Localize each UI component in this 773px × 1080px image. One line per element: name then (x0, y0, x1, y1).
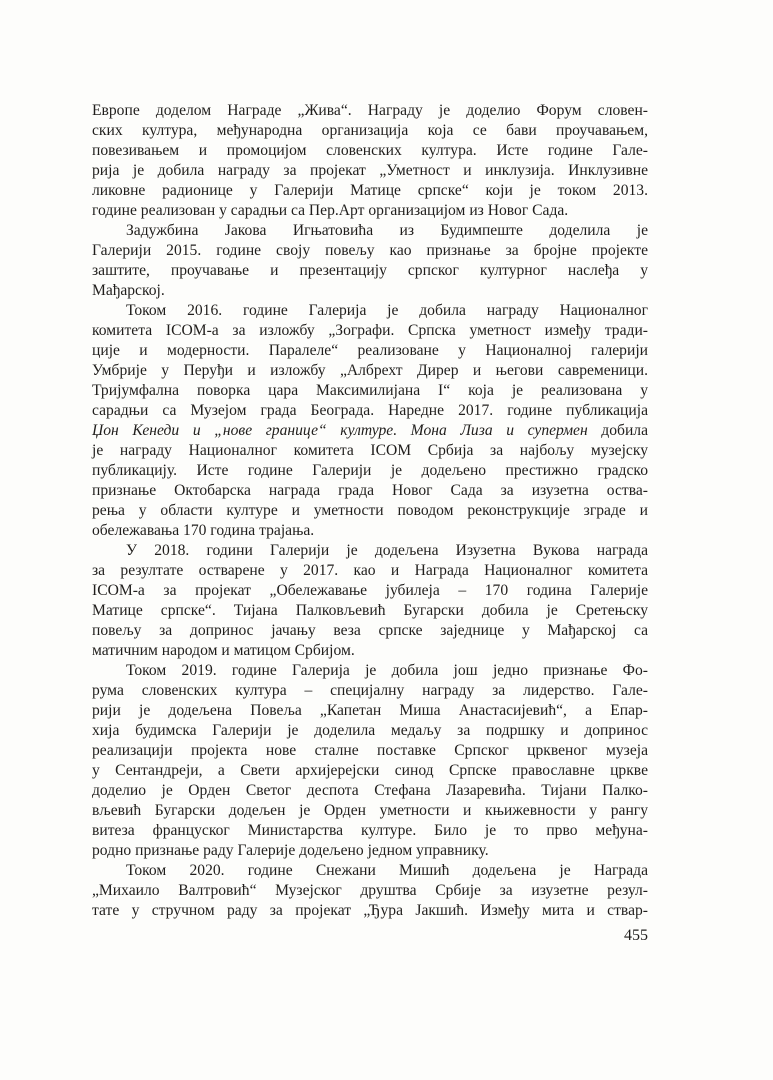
text-line (92, 141, 648, 161)
text-line (92, 481, 648, 501)
paragraph (92, 541, 648, 661)
text-line (92, 281, 648, 301)
text-run: „Михаило Валтровић“ Музејског друштва Србије за изузетне резул- (92, 882, 648, 899)
italic-text-run: Џон Кенеди и „нове границе“ културе. Мона Лиза и супермен (92, 422, 588, 439)
paragraph (92, 221, 648, 301)
text-run: Европе доделом Награде „Жива“. Награду је доделио Форум словен- (92, 102, 648, 119)
text-run: Галерији 2015. године своју повељу као признање за бројне пројекте (92, 242, 648, 259)
text-line (92, 821, 648, 841)
text-line (92, 801, 648, 821)
text-line (92, 621, 648, 641)
text-run: витеза француског Министарства културе. Било је то прво међуна- (92, 822, 648, 839)
text-line (92, 261, 648, 281)
text-line (92, 201, 648, 221)
text-line (92, 181, 648, 201)
text-line (92, 681, 648, 701)
text-run: тате у стручном раду за пројекат „Ђура Јакшић. Између мита и ствар- (92, 902, 648, 919)
text-run: родно признање раду Галерије додељено једном управнику. (92, 842, 489, 859)
text-line (92, 701, 648, 721)
text-run: хија будимска Галерији је доделила медаљу за подршку и допринос (92, 722, 648, 739)
text-line (92, 561, 648, 581)
text-run: Мађарској. (92, 282, 165, 299)
text-line (92, 541, 648, 561)
text-line (92, 241, 648, 261)
text-line (92, 581, 648, 601)
text-line (92, 341, 648, 361)
text-run: заштите, проучавање и презентацију српског културног наслеђа у (92, 262, 648, 279)
text-run: признање Октобарска награда града Новог Сада за изузетна оства- (92, 482, 648, 499)
text-line (92, 441, 648, 461)
text-line (92, 361, 648, 381)
paragraph (92, 861, 648, 921)
text-run: Током 2020. године Снежани Мишић додељена је Награда (126, 862, 648, 879)
text-line (92, 381, 648, 401)
text-line (92, 161, 648, 181)
text-run: публикацију. Исте године Галерији је додељено престижно градско (92, 462, 648, 479)
text-line (92, 861, 648, 881)
paragraph (92, 661, 648, 861)
text-run: рији је додељена Повеља „Капетан Миша Анастасијевић“, а Епар- (92, 702, 648, 719)
text-run: Задужбина Јакова Игњатовића из Будимпеште доделила је (126, 222, 648, 239)
text-line (92, 901, 648, 921)
text-line (92, 841, 648, 861)
text-run: реализацији пројекта нове сталне поставке Српског црквеног музеја (92, 742, 648, 759)
text-run: сарадњи са Музејом града Београда. Наредне 2017. године публикација (92, 402, 648, 419)
text-run: комитета ICOM-а за изложбу „Зографи. Српска уметност између тради- (92, 322, 648, 339)
text-run: доделио је Орден Светог деспота Стефана Лазаревића. Тијани Палко- (92, 782, 648, 799)
text-run: ликовне радионице у Галерији Матице српске“ који је током 2013. (92, 182, 648, 199)
text-run: ICOM-а за пројекат „Обележавање јубилеја – 170 година Галерије (92, 582, 648, 599)
text-run: је награду Националног комитета ICOM Србија за најбољу музејску (92, 442, 648, 459)
text-line (92, 761, 648, 781)
text-run: ције и модерности. Паралеле“ реализоване у Националној галерији (92, 342, 648, 359)
paragraph (92, 101, 648, 221)
text-line (92, 721, 648, 741)
text-line (92, 401, 648, 421)
text-line (92, 301, 648, 321)
text-run: добила (587, 422, 648, 439)
text-line (92, 321, 648, 341)
text-line (92, 221, 648, 241)
text-line (92, 101, 648, 121)
text-run: матичним народом и матицом Србијом. (92, 642, 355, 659)
text-run: повељу за допринос јачању веза српске заједнице у Мађарској са (92, 622, 648, 639)
paragraph (92, 301, 648, 541)
text-line (92, 601, 648, 621)
text-line (92, 421, 648, 441)
text-line (92, 661, 648, 681)
page-text (92, 101, 648, 921)
text-run: Током 2019. године Галерија је добила још једно признање Фо- (126, 662, 648, 679)
text-run: Матице српске“. Тијана Палковљевић Бугарски добила је Сретењску (92, 602, 648, 619)
text-run: повезивањем и промоцијом словенских култура. Исте године Гале- (92, 142, 648, 159)
text-line (92, 521, 648, 541)
page-number: 455 (624, 927, 648, 944)
text-line (92, 781, 648, 801)
text-line (92, 741, 648, 761)
text-run: рења у области културе и уметности поводом реконструкције зграде и (92, 502, 648, 519)
text-run: за резултате остварене у 2017. као и Награда Националног комитета (92, 562, 648, 579)
text-run: рума словенских култура – специјалну награду за лидерство. Гале- (92, 682, 648, 699)
text-run: Током 2016. године Галерија је добила награду Националног (126, 302, 648, 319)
text-run: године реализован у сарадњи са Пер.Арт организацијом из Новог Сада. (92, 202, 569, 219)
text-line (92, 121, 648, 141)
text-run: вљевић Бугарски додељен је Орден уметности и књижевности у рангу (92, 802, 648, 819)
text-line (92, 501, 648, 521)
text-line (92, 461, 648, 481)
text-run: у Сентандреји, а Свети архијерејски синод Српске православне цркве (92, 762, 648, 779)
text-run: обележавања 170 година трајања. (92, 522, 315, 539)
text-run: Умбрије у Перуђи и изложбу „Албрехт Дирер и његови савременици. (92, 362, 648, 379)
text-run: рија је добила награду за пројекат „Уметност и инклузија. Инклузивне (92, 162, 648, 179)
text-line (92, 641, 648, 661)
text-line (92, 881, 648, 901)
text-run: Тријумфална поворка цара Максимилијана I“ која је реализована у (92, 382, 648, 399)
text-run: ских култура, међународна организација која се бави проучавањем, (92, 122, 648, 139)
text-run: У 2018. години Галерији је додељена Изузетна Вукова награда (126, 542, 648, 559)
